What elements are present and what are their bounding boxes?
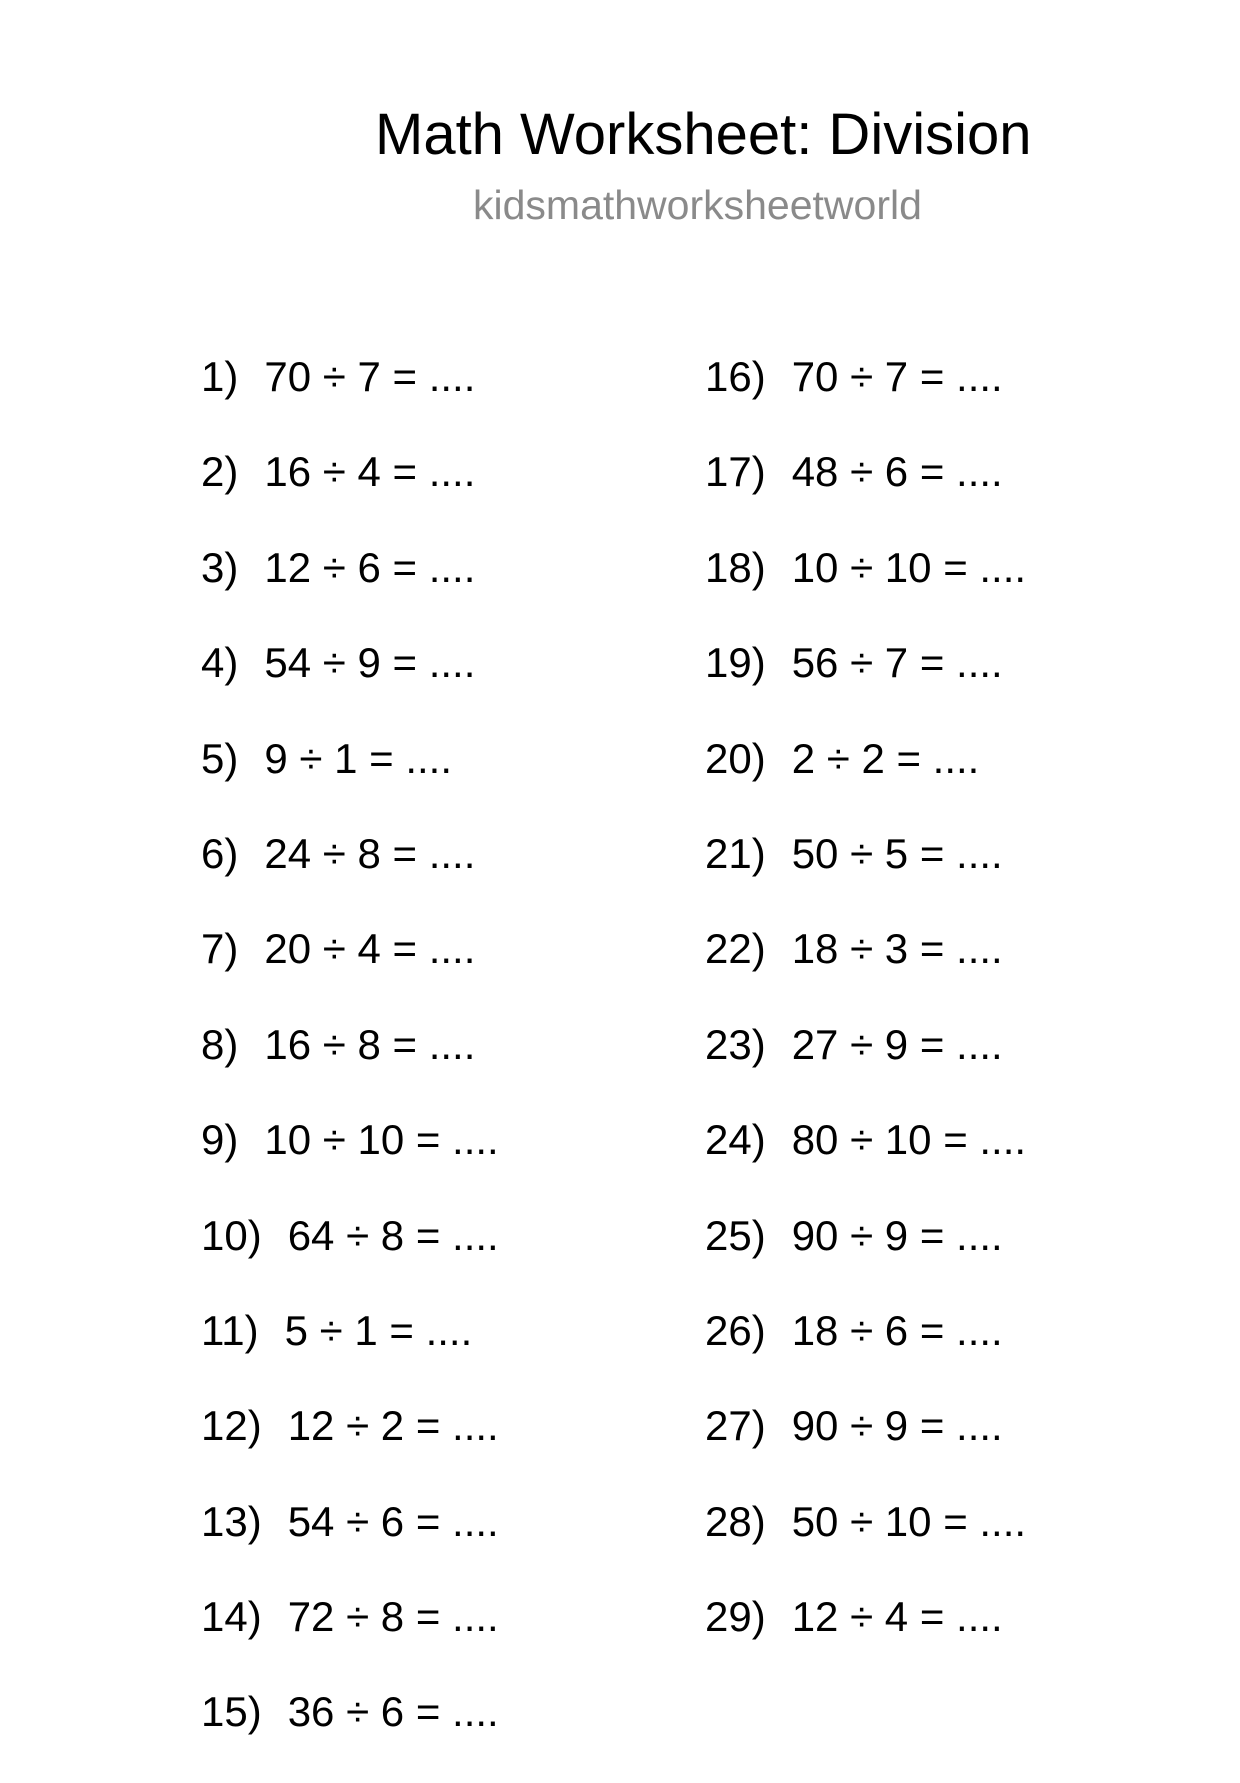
problem-item xyxy=(201,638,499,733)
problem-number: 25) xyxy=(705,1211,766,1259)
problem-expression: 12 ÷ 4 = .... xyxy=(791,1593,1003,1641)
problem-expression: 36 ÷ 6 = .... xyxy=(287,1688,499,1736)
problem-item xyxy=(705,829,1026,924)
problem-expression: 48 ÷ 6 = .... xyxy=(791,448,1003,496)
worksheet-title: Math Worksheet: Division xyxy=(375,102,1032,167)
problem-number: 5) xyxy=(201,734,239,782)
problem-expression: 16 ÷ 8 = .... xyxy=(264,1020,476,1068)
worksheet-subtitle: kidsmathworksheetworld xyxy=(473,182,922,228)
problem-item xyxy=(705,1115,1026,1210)
problem-number: 12) xyxy=(201,1402,262,1450)
problem-item xyxy=(705,1020,1026,1115)
problem-item xyxy=(201,829,499,924)
problem-expression: 12 ÷ 2 = .... xyxy=(287,1402,499,1450)
problem-item xyxy=(201,352,499,447)
problem-expression: 64 ÷ 8 = .... xyxy=(287,1211,499,1259)
problem-item xyxy=(201,1687,499,1782)
problems-column-left xyxy=(201,352,499,1783)
problem-number: 23) xyxy=(705,1020,766,1068)
problem-item xyxy=(705,352,1026,447)
problem-expression: 70 ÷ 7 = .... xyxy=(264,353,476,400)
problem-expression: 54 ÷ 6 = .... xyxy=(287,1497,499,1545)
problem-item xyxy=(705,1592,1026,1687)
problem-item xyxy=(705,924,1026,1019)
problem-expression: 12 ÷ 6 = .... xyxy=(264,543,476,591)
problem-number: 26) xyxy=(705,1306,766,1354)
problem-item xyxy=(201,1592,499,1687)
problem-item xyxy=(201,924,499,1019)
problem-number: 3) xyxy=(201,543,239,591)
problem-item xyxy=(705,1497,1026,1592)
problem-item xyxy=(201,1020,499,1115)
problem-expression: 80 ÷ 10 = .... xyxy=(791,1116,1027,1164)
problem-item xyxy=(201,1497,499,1592)
problem-number: 17) xyxy=(705,448,766,496)
problem-number: 18) xyxy=(705,543,766,591)
problem-number: 2) xyxy=(201,448,239,496)
problem-expression: 18 ÷ 6 = .... xyxy=(791,1306,1003,1354)
problem-number: 15) xyxy=(201,1688,262,1736)
problem-expression: 72 ÷ 8 = .... xyxy=(287,1593,499,1641)
problem-number: 11) xyxy=(201,1306,259,1354)
problem-number: 9) xyxy=(201,1116,239,1164)
problem-item xyxy=(705,734,1026,829)
problem-item xyxy=(201,1211,499,1306)
problem-expression: 9 ÷ 1 = .... xyxy=(264,734,453,782)
problem-number: 8) xyxy=(201,1020,239,1068)
problem-number: 21) xyxy=(705,829,766,877)
problem-number: 7) xyxy=(201,925,239,973)
problem-expression: 50 ÷ 5 = .... xyxy=(791,829,1003,877)
problem-item xyxy=(201,447,499,542)
problem-number: 19) xyxy=(705,639,766,687)
problem-number: 10) xyxy=(201,1211,262,1259)
problem-expression: 5 ÷ 1 = .... xyxy=(284,1306,473,1354)
problem-expression: 18 ÷ 3 = .... xyxy=(791,925,1003,973)
problem-number: 24) xyxy=(705,1116,766,1164)
problem-expression: 16 ÷ 4 = .... xyxy=(264,448,476,496)
problem-item xyxy=(201,543,499,638)
problem-item xyxy=(201,1401,499,1496)
problem-number: 20) xyxy=(705,734,766,782)
problem-item xyxy=(705,1211,1026,1306)
problem-number: 22) xyxy=(705,925,766,973)
problem-item xyxy=(201,1306,499,1401)
problem-number: 14) xyxy=(201,1593,262,1641)
problem-item xyxy=(201,734,499,829)
problem-item xyxy=(705,447,1026,542)
problem-item xyxy=(705,1306,1026,1401)
problem-expression: 10 ÷ 10 = .... xyxy=(791,543,1027,591)
problem-expression: 27 ÷ 9 = .... xyxy=(791,1020,1003,1068)
problem-item xyxy=(705,543,1026,638)
problem-item xyxy=(705,638,1026,733)
problem-expression: 70 ÷ 7 = .... xyxy=(791,353,1003,400)
problem-item xyxy=(201,1115,499,1210)
problem-expression: 90 ÷ 9 = .... xyxy=(791,1402,1003,1450)
problem-item xyxy=(705,1401,1026,1496)
problem-number: 28) xyxy=(705,1497,766,1545)
problem-number: 6) xyxy=(201,829,239,877)
problem-expression: 90 ÷ 9 = .... xyxy=(791,1211,1003,1259)
problem-expression: 50 ÷ 10 = .... xyxy=(791,1497,1027,1545)
problem-expression: 24 ÷ 8 = .... xyxy=(264,829,476,877)
problems-column-right xyxy=(705,352,1026,1687)
problem-expression: 54 ÷ 9 = .... xyxy=(264,639,476,687)
problem-number: 16) xyxy=(705,353,766,400)
problem-number: 13) xyxy=(201,1497,262,1545)
problem-number: 1) xyxy=(201,353,239,400)
problem-expression: 56 ÷ 7 = .... xyxy=(791,639,1003,687)
problem-number: 4) xyxy=(201,639,239,687)
problem-number: 29) xyxy=(705,1593,766,1641)
problem-expression: 2 ÷ 2 = .... xyxy=(791,734,980,782)
problem-number: 27) xyxy=(705,1402,766,1450)
problem-expression: 20 ÷ 4 = .... xyxy=(264,925,476,973)
problem-expression: 10 ÷ 10 = .... xyxy=(264,1116,499,1164)
